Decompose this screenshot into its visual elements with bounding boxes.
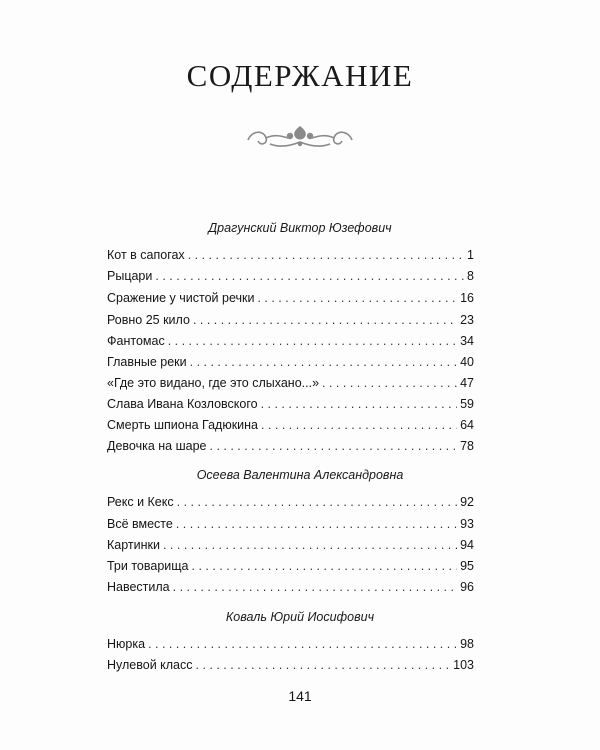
entry-title: Главные реки xyxy=(107,355,187,369)
dot-leader xyxy=(193,312,457,328)
dot-leader xyxy=(163,537,457,553)
entry-page: 1 xyxy=(467,248,474,262)
dot-leader xyxy=(173,579,457,595)
entry-title: Картинки xyxy=(107,538,160,552)
page-number: 141 xyxy=(288,688,312,704)
entry-title: Нюрка xyxy=(107,637,146,651)
dot-leader xyxy=(261,396,458,412)
entry-title: Фантомас xyxy=(107,334,165,348)
entry-title: Кот в сапогах xyxy=(107,248,185,262)
dot-leader xyxy=(261,417,457,433)
toc-entry xyxy=(107,516,474,532)
entry-page: 47 xyxy=(460,376,474,390)
toc-entry xyxy=(107,396,474,412)
page-title: СОДЕРЖАНИЕ xyxy=(186,58,414,93)
toc-entry xyxy=(107,290,474,306)
entry-page: 34 xyxy=(460,334,474,348)
toc-entry xyxy=(107,417,474,433)
entry-page: 40 xyxy=(460,355,474,369)
entry-page: 8 xyxy=(467,269,474,283)
entry-page: 78 xyxy=(460,439,474,453)
toc-entry xyxy=(107,537,474,553)
dot-leader xyxy=(192,558,458,574)
author-heading: Драгунский Виктор Юзефович xyxy=(208,221,392,235)
entry-page: 64 xyxy=(460,418,474,432)
entry-page: 23 xyxy=(460,313,474,327)
author-heading: Осеева Валентина Александровна xyxy=(196,468,404,482)
toc-entry xyxy=(107,438,474,454)
entry-title: Ровно 25 кило xyxy=(107,313,190,327)
entry-title: Слава Ивана Козловского xyxy=(107,397,258,411)
author-heading: Коваль Юрий Иосифович xyxy=(225,610,375,624)
dot-leader xyxy=(190,354,457,370)
dot-leader xyxy=(177,494,457,510)
toc-entry xyxy=(107,657,474,673)
entry-title: Смерть шпиона Гадюкина xyxy=(107,418,259,432)
entry-title: Рекс и Кекс xyxy=(107,495,174,509)
entry-title: Три товарища xyxy=(107,559,189,573)
dot-leader xyxy=(155,268,464,284)
dot-leader xyxy=(176,516,457,532)
toc-entry xyxy=(107,494,474,510)
entry-title: Девочка на шаре xyxy=(107,439,207,453)
toc-entry xyxy=(107,375,474,391)
dot-leader xyxy=(257,290,457,306)
entry-page: 92 xyxy=(460,495,474,509)
entry-page: 96 xyxy=(460,580,474,594)
entry-title: Сражение у чистой речки xyxy=(107,291,255,305)
toc-entry xyxy=(107,333,474,349)
toc-entry xyxy=(107,247,474,263)
entry-page: 103 xyxy=(453,658,474,672)
entry-title: Всё вместе xyxy=(107,517,173,531)
entry-page: 98 xyxy=(460,637,474,651)
entry-page: 95 xyxy=(460,559,474,573)
dot-leader xyxy=(196,657,451,673)
entry-title: Навестила xyxy=(107,580,170,594)
toc-entry xyxy=(107,354,474,370)
toc-entry xyxy=(107,558,474,574)
decorative-scroll-icon xyxy=(240,120,360,156)
dot-leader xyxy=(148,636,457,652)
entry-page: 59 xyxy=(460,397,474,411)
dot-leader xyxy=(210,438,458,454)
toc-entry xyxy=(107,268,474,284)
dot-leader xyxy=(322,375,457,391)
entry-title: Нулевой класс xyxy=(107,658,193,672)
toc-entry xyxy=(107,579,474,595)
entry-page: 16 xyxy=(460,291,474,305)
entry-page: 94 xyxy=(460,538,474,552)
dot-leader xyxy=(188,247,464,263)
entry-title: «Где это видано, где это слыхано...» xyxy=(107,376,320,390)
entry-page: 93 xyxy=(460,517,474,531)
dot-leader xyxy=(168,333,457,349)
entry-title: Рыцари xyxy=(107,269,153,283)
toc-entry xyxy=(107,636,474,652)
toc-entry xyxy=(107,312,474,328)
